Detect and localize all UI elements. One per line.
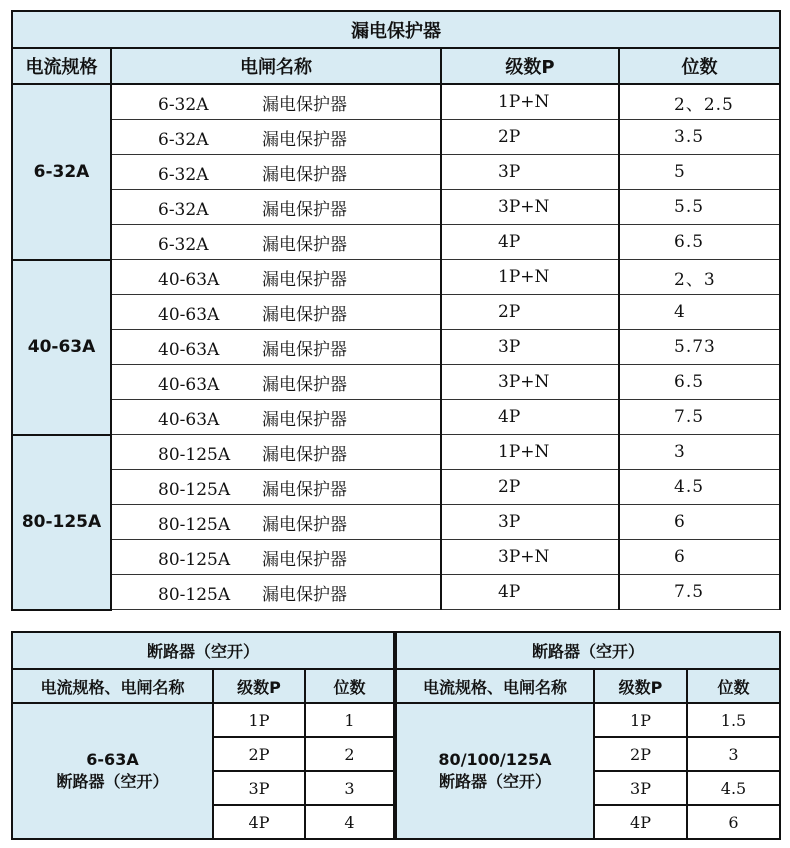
rcd-header-row [12, 48, 780, 84]
poles-cell: 3P [441, 505, 619, 540]
device-name: 漏电保护器 [262, 584, 347, 605]
device-name: 漏电保护器 [262, 444, 347, 465]
header-name: 电闸名称 [111, 48, 441, 84]
breaker-name: 断路器（空开） [56, 772, 169, 791]
table-row [12, 470, 780, 505]
breaker-title-row [12, 632, 394, 669]
count-cell: 5 [619, 155, 780, 190]
model: 6-32A [158, 234, 209, 255]
table-row [12, 120, 780, 155]
header-poles: 级数P [441, 48, 619, 84]
breaker-group-cell [396, 703, 594, 839]
device-name: 漏电保护器 [262, 374, 347, 395]
model: 80-125A [158, 479, 231, 500]
header-spec: 电流规格 [12, 48, 111, 84]
breaker-name-cell [111, 540, 441, 575]
model: 6-32A [158, 94, 209, 115]
poles-cell: 2P [441, 295, 619, 330]
table-row [12, 365, 780, 400]
device-name: 漏电保护器 [262, 304, 347, 325]
count-cell: 3 [687, 737, 780, 771]
device-name: 漏电保护器 [262, 549, 347, 570]
count-cell: 6 [619, 540, 780, 575]
table-row [12, 575, 780, 610]
table-row [12, 225, 780, 260]
group-spec: 40-63A [12, 260, 111, 435]
poles-cell: 2P [441, 470, 619, 505]
breaker-name-cell [111, 155, 441, 190]
count-cell: 4.5 [687, 771, 780, 805]
breaker-name-cell [111, 330, 441, 365]
device-name: 漏电保护器 [262, 199, 347, 220]
table-row [12, 540, 780, 575]
breaker-name-cell [111, 470, 441, 505]
model: 80-125A [158, 514, 231, 535]
rcd-table [11, 10, 781, 611]
table-row [12, 190, 780, 225]
breaker-spec: 80/100/125A [438, 750, 552, 769]
breaker-name-cell [111, 84, 441, 120]
device-name: 漏电保护器 [262, 409, 347, 430]
count-cell: 6.5 [619, 365, 780, 400]
model: 80-125A [158, 549, 231, 570]
count-cell: 7.5 [619, 575, 780, 610]
poles-cell: 2P [594, 737, 687, 771]
poles-cell: 4P [594, 805, 687, 839]
count-cell: 5.73 [619, 330, 780, 365]
table-row [12, 295, 780, 330]
breaker-header: 级数P [594, 669, 687, 703]
group-spec: 6-32A [12, 84, 111, 260]
poles-cell: 3P+N [441, 540, 619, 575]
breaker-name: 断路器（空开） [438, 772, 551, 791]
breaker-name-cell [111, 295, 441, 330]
count-cell: 3 [305, 771, 394, 805]
table-row [12, 155, 780, 190]
poles-cell: 3P+N [441, 190, 619, 225]
poles-cell: 3P [594, 771, 687, 805]
group-spec: 80-125A [12, 435, 111, 610]
rcd-title: 漏电保护器 [12, 11, 780, 48]
poles-cell: 3P [213, 771, 305, 805]
count-cell: 7.5 [619, 400, 780, 435]
breaker-title: 断路器（空开） [12, 632, 394, 669]
count-cell: 3 [619, 435, 780, 470]
poles-cell: 1P [594, 703, 687, 737]
poles-cell: 1P+N [441, 260, 619, 295]
model: 80-125A [158, 444, 231, 465]
poles-cell: 3P [441, 330, 619, 365]
device-name: 漏电保护器 [262, 129, 347, 150]
table-row [12, 84, 780, 120]
model: 80-125A [158, 584, 231, 605]
breaker-table-left [11, 631, 395, 840]
breaker-name-cell [111, 190, 441, 225]
count-cell: 4 [619, 295, 780, 330]
breaker-name-cell [111, 400, 441, 435]
poles-cell: 1P [213, 703, 305, 737]
poles-cell: 2P [213, 737, 305, 771]
count-cell: 3.5 [619, 120, 780, 155]
device-name: 漏电保护器 [262, 479, 347, 500]
breaker-header: 位数 [305, 669, 394, 703]
breaker-spec: 6-63A [86, 750, 139, 769]
poles-cell: 3P [441, 155, 619, 190]
table-row [12, 435, 780, 470]
breaker-name-cell [111, 435, 441, 470]
device-name: 漏电保护器 [262, 94, 347, 115]
model: 6-32A [158, 164, 209, 185]
count-cell: 2、3 [619, 260, 780, 295]
model: 40-63A [158, 374, 220, 395]
breaker-header-row [12, 669, 394, 703]
count-cell: 6 [687, 805, 780, 839]
device-name: 漏电保护器 [262, 234, 347, 255]
breaker-name-cell [111, 260, 441, 295]
breaker-header-row [396, 669, 780, 703]
count-cell: 4 [305, 805, 394, 839]
model: 40-63A [158, 339, 220, 360]
poles-cell: 4P [213, 805, 305, 839]
breaker-title: 断路器（空开） [396, 632, 780, 669]
breaker-header: 电流规格、电闸名称 [12, 669, 213, 703]
count-cell: 2、2.5 [619, 84, 780, 120]
poles-cell: 1P+N [441, 84, 619, 120]
breaker-group-cell [12, 703, 213, 839]
poles-cell: 4P [441, 225, 619, 260]
header-count: 位数 [619, 48, 780, 84]
count-cell: 4.5 [619, 470, 780, 505]
table-row [396, 703, 780, 737]
breaker-header: 电流规格、电闸名称 [396, 669, 594, 703]
device-name: 漏电保护器 [262, 339, 347, 360]
breaker-header: 位数 [687, 669, 780, 703]
count-cell: 5.5 [619, 190, 780, 225]
device-name: 漏电保护器 [262, 514, 347, 535]
breaker-table-right [395, 631, 781, 840]
breaker-name-cell [111, 505, 441, 540]
table-row [12, 703, 394, 737]
breaker-name-cell [111, 575, 441, 610]
count-cell: 2 [305, 737, 394, 771]
breaker-name-cell [111, 120, 441, 155]
poles-cell: 1P+N [441, 435, 619, 470]
table-row [12, 505, 780, 540]
poles-cell: 2P [441, 120, 619, 155]
count-cell: 1 [305, 703, 394, 737]
model: 6-32A [158, 129, 209, 150]
poles-cell: 3P+N [441, 365, 619, 400]
device-name: 漏电保护器 [262, 164, 347, 185]
breaker-header: 级数P [213, 669, 305, 703]
model: 6-32A [158, 199, 209, 220]
count-cell: 1.5 [687, 703, 780, 737]
model: 40-63A [158, 304, 220, 325]
count-cell: 6.5 [619, 225, 780, 260]
table-row [12, 260, 780, 295]
model: 40-63A [158, 269, 220, 290]
poles-cell: 4P [441, 400, 619, 435]
table-row [12, 400, 780, 435]
breaker-name-cell [111, 365, 441, 400]
rcd-title-row [12, 11, 780, 48]
device-name: 漏电保护器 [262, 269, 347, 290]
model: 40-63A [158, 409, 220, 430]
breaker-name-cell [111, 225, 441, 260]
table-row [12, 330, 780, 365]
count-cell: 6 [619, 505, 780, 540]
poles-cell: 4P [441, 575, 619, 610]
breaker-title-row [396, 632, 780, 669]
